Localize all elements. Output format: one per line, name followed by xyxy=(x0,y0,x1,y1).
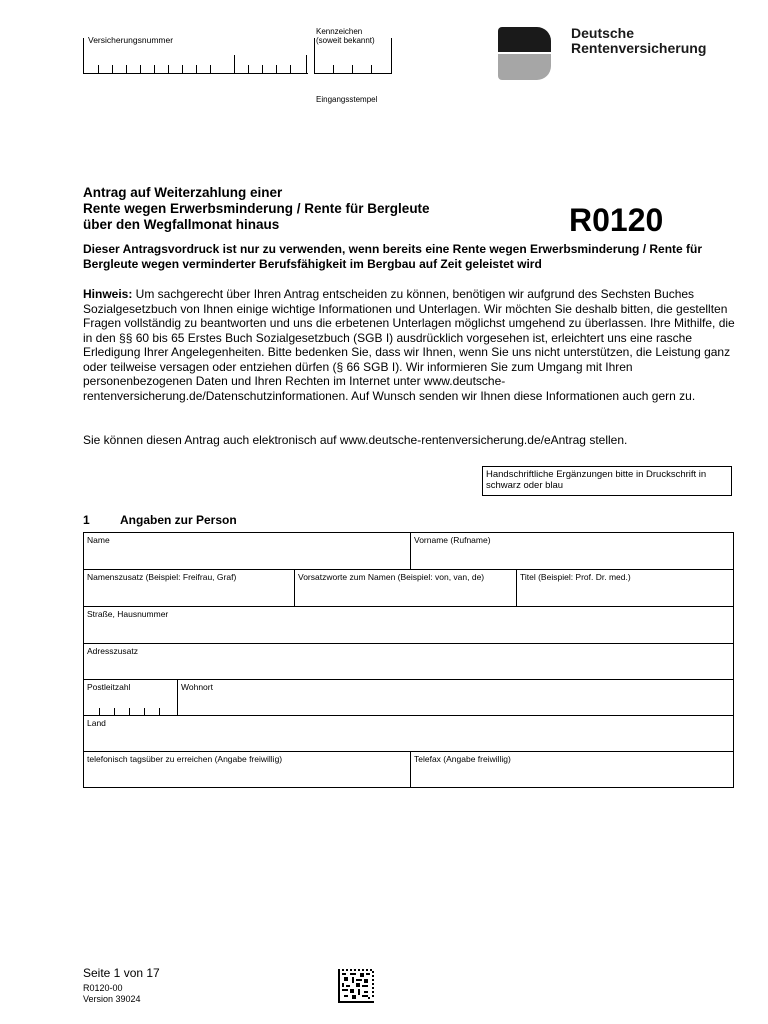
form-row-contact xyxy=(84,752,733,787)
hint-label: Hinweis: xyxy=(83,287,133,301)
street-field[interactable] xyxy=(84,607,733,643)
form-subtitle: Dieser Antragsvordruck ist nur zu verwenden, wenn bereits eine Rente wegen Erwerbsminderung / Rente für Bergleute wegen verminderter Berufsfähigkeit im Bergbau auf Zeit geleistet wird xyxy=(83,242,703,271)
handwriting-notice: Handschriftliche Ergänzungen bitte in Druckschrift in schwarz oder blau xyxy=(482,466,732,496)
version-number: Version 39024 xyxy=(83,994,141,1004)
form-row-address-suffix xyxy=(84,644,733,680)
logo-text: Deutsche Rentenversicherung xyxy=(571,25,707,56)
section-title: Angaben zur Person xyxy=(120,513,237,527)
page-number: Seite 1 von 17 xyxy=(83,966,160,980)
form-row-postal-city xyxy=(84,680,733,716)
phone-label: telefonisch tagsüber zu erreichen (Angabe freiwillig) xyxy=(87,754,283,764)
form-version xyxy=(83,983,141,1005)
section-number: 1 xyxy=(83,513,90,527)
title-field[interactable] xyxy=(516,570,733,606)
fax-field[interactable] xyxy=(410,752,733,787)
name-prefix-field[interactable] xyxy=(294,570,516,606)
stamp-label: Eingangsstempel xyxy=(316,95,378,104)
form-row-name xyxy=(84,533,733,570)
title-label: Titel (Beispiel: Prof. Dr. med.) xyxy=(520,572,631,582)
form-code: R0120 xyxy=(569,202,664,238)
form-row-name-details xyxy=(84,570,733,607)
name-prefix-label: Vorsatzworte zum Namen (Beispiel: von, van, de) xyxy=(298,572,485,582)
name-label: Name xyxy=(87,535,110,545)
logo-mark-light xyxy=(498,54,551,80)
identifier-field[interactable] xyxy=(314,38,392,74)
name-suffix-field[interactable] xyxy=(84,570,294,606)
fax-label: Telefax (Angabe freiwillig) xyxy=(414,754,511,764)
form-row-street xyxy=(84,607,733,644)
address-suffix-label: Adresszusatz xyxy=(87,646,139,656)
city-label: Wohnort xyxy=(181,682,213,692)
first-name-field[interactable] xyxy=(410,533,733,569)
street-label: Straße, Hausnummer xyxy=(87,609,169,619)
identifier-label: Kennzeichen (soweit bekannt) xyxy=(316,27,375,45)
name-suffix-label: Namenszusatz (Beispiel: Freifrau, Graf) xyxy=(87,572,237,582)
datamatrix-code xyxy=(338,969,374,1003)
online-notice: Sie können diesen Antrag auch elektronisch auf www.deutsche-rentenversicherung.de/eAntrag stellen. xyxy=(83,433,628,447)
insurance-number-label: Versicherungsnummer xyxy=(88,35,174,45)
hint-text: Um sachgerecht über Ihren Antrag entscheiden zu können, benötigen wir aufgrund des Sechsten Buches Sozialgesetzbuch von Ihnen einige wichtige Informationen und Unterlagen. Wir möchten Sie deshalb bitten, die gestellten Fragen vollständig zu beantworten und uns die erbetenen Unterlagen möglichst umgehend zu überlassen. Ihre Mithilfe, die in den §§ 60 bis 65 Erstes Buch Sozialgesetzbuch (SGB I) ausdrücklich vorgesehen ist, erleichtert uns eine rasche Erledigung Ihrer Angelegenheiten. Bitte bedenken Sie, dass wir Ihnen, wenn Sie uns nicht unterstützen, die Leistung ganz oder teilweise versagen oder entziehen dürfen (§ 66 SGB I). Wir informieren Sie zum Umgang mit Ihren personenbezogenen Daten und Ihren Rechten im Internet unter www.deutsche-rentenversicherung.de/Datenschutzinformationen. Auf Wunsch senden wir Ihnen diese Informationen auch gern zu. xyxy=(83,287,735,403)
first-name-label: Vorname (Rufname) xyxy=(414,535,491,545)
insurance-number-field[interactable] xyxy=(83,38,308,74)
logo-mark-dark xyxy=(498,27,551,52)
name-field[interactable] xyxy=(84,533,410,569)
hint-paragraph xyxy=(83,287,743,403)
address-suffix-field[interactable] xyxy=(84,644,733,679)
city-field[interactable] xyxy=(177,680,733,715)
form-title: Antrag auf Weiterzahlung einer Rente wegen Erwerbsminderung / Rente für Bergleute über den Wegfallmonat hinaus xyxy=(83,185,430,232)
phone-field[interactable] xyxy=(84,752,410,787)
form-version-code: R0120-00 xyxy=(83,983,123,993)
form-row-country xyxy=(84,716,733,752)
postal-code-field[interactable] xyxy=(84,680,177,715)
country-field[interactable] xyxy=(84,716,733,751)
postal-code-label: Postleitzahl xyxy=(87,682,131,692)
person-form xyxy=(83,532,734,788)
country-label: Land xyxy=(87,718,106,728)
